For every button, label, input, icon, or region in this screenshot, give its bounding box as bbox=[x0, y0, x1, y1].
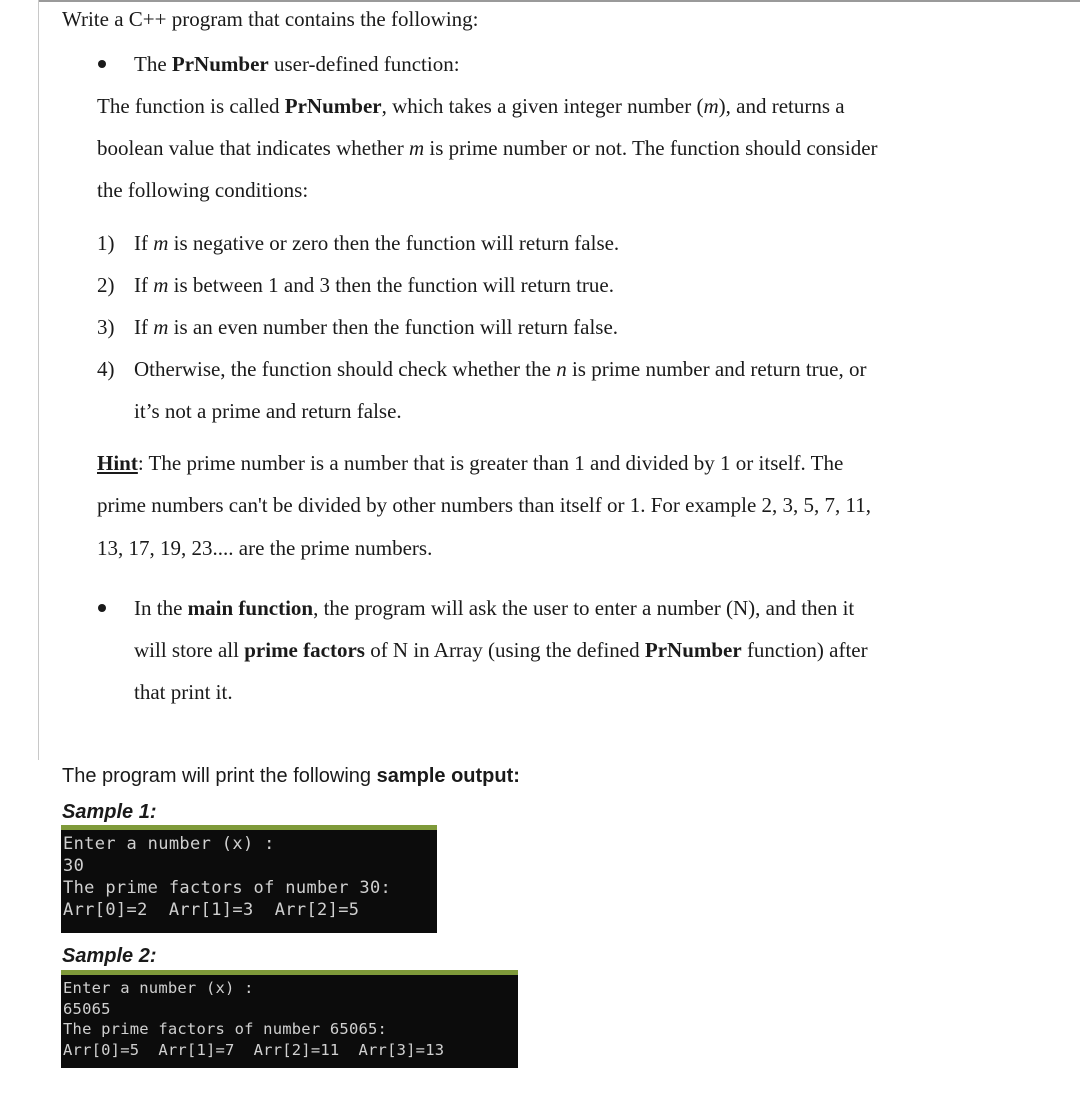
hint-label: Hint bbox=[97, 451, 138, 475]
sample-output-intro: The program will print the following sample output: bbox=[62, 765, 520, 787]
console-line: The prime factors of number 30: bbox=[63, 878, 392, 898]
sample-1-label: Sample 1: bbox=[62, 801, 157, 823]
condition-1: If m is negative or zero then the function will return false. bbox=[134, 231, 620, 255]
bullet-dot bbox=[98, 604, 106, 612]
hint-line-1: Hint: The prime number is a number that is greater than 1 and divided by 1 or itself. The bbox=[97, 451, 844, 475]
hint-line-3: 13, 17, 19, 23.... are the prime numbers. bbox=[97, 536, 433, 560]
condition-3: If m is an even number then the function will return false. bbox=[134, 315, 619, 339]
bullet-1-text: The PrNumber user-defined function: bbox=[134, 52, 460, 76]
condition-number: 2) bbox=[97, 273, 115, 297]
bullet-dot bbox=[98, 60, 106, 68]
condition-number: 3) bbox=[97, 315, 115, 339]
left-border bbox=[38, 0, 39, 760]
sample-1-console bbox=[61, 825, 437, 933]
condition-number: 4) bbox=[97, 357, 115, 381]
condition-4-continued: it’s not a prime and return false. bbox=[134, 399, 402, 423]
console-line: Enter a number (x) : bbox=[63, 834, 275, 854]
intro-text: Write a C++ program that contains the following: bbox=[62, 7, 479, 31]
bullet-2-line-1: In the main function, the program will ask the user to enter a number (N), and then it bbox=[134, 596, 855, 620]
condition-4: Otherwise, the function should check whether the n is prime number and return true, or bbox=[134, 357, 867, 381]
hint-line-2: prime numbers can't be divided by other numbers than itself or 1. For example 2, 3, 5, 7, 11, bbox=[97, 493, 872, 517]
console-line: Enter a number (x) : bbox=[63, 979, 254, 997]
condition-number: 1) bbox=[97, 231, 115, 255]
bullet-2-line-3: that print it. bbox=[134, 680, 233, 704]
description-line-1: The function is called PrNumber, which takes a given integer number (m), and returns a bbox=[97, 94, 845, 118]
console-line: 30 bbox=[63, 856, 85, 876]
console-line: The prime factors of number 65065: bbox=[63, 1020, 388, 1038]
description-line-3: the following conditions: bbox=[97, 178, 309, 202]
condition-2: If m is between 1 and 3 then the function will return true. bbox=[134, 273, 614, 297]
description-line-2: boolean value that indicates whether m is prime number or not. The function should consider bbox=[97, 136, 878, 160]
console-line: 65065 bbox=[63, 999, 111, 1018]
console-line: Arr[0]=5 Arr[1]=7 Arr[2]=11 Arr[3]=13 bbox=[63, 1040, 445, 1059]
sample-2-label: Sample 2: bbox=[62, 945, 157, 967]
top-border bbox=[38, 0, 1080, 2]
bullet-2-line-2: will store all prime factors of N in Array (using the defined PrNumber function) after bbox=[134, 638, 868, 662]
sample-2-console bbox=[61, 970, 518, 1068]
console-line: Arr[0]=2 Arr[1]=3 Arr[2]=5 bbox=[63, 900, 360, 920]
